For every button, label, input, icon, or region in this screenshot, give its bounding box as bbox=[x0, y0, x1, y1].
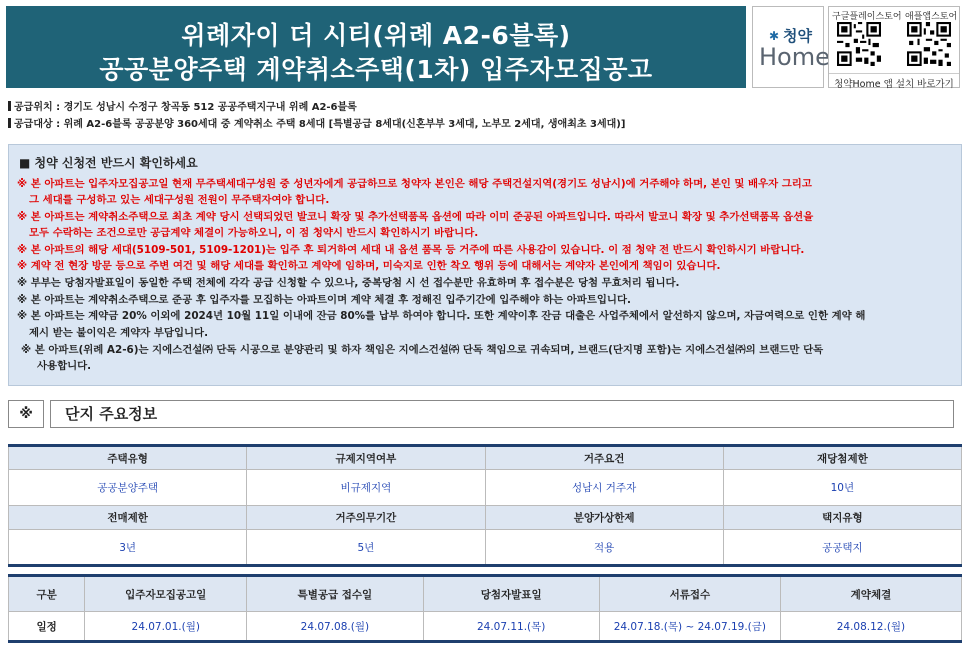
table-cell: 3년 bbox=[9, 530, 247, 566]
notice-line: ※ 계약 전 현장 방문 등으로 주변 여건 및 해당 세대를 확인하고 계약에 임하며, 미숙지로 인한 착오 행위 등에 대해서는 계약자 본인에게 책임이 있습니다. bbox=[17, 260, 721, 272]
bullet-bar-icon bbox=[8, 101, 11, 111]
table-header-cell: 택지유형 bbox=[723, 506, 961, 530]
section-title: 단지 주요정보 bbox=[50, 400, 954, 428]
supply-location bbox=[8, 98, 357, 113]
table-header-row bbox=[9, 576, 962, 612]
notice-line: 사용합니다. bbox=[37, 360, 92, 372]
table-cell: 적용 bbox=[485, 530, 723, 566]
notice-line: ※ 본 아파트는 계약취소주택으로 최초 계약 당시 선택되었던 발코니 확장 및 추가선택품목 옵션에 따라 이미 준공된 아파트입니다. 따라서 발코니 확장 및 추가선택품목 옵션을 bbox=[17, 211, 814, 223]
app-download-box bbox=[828, 6, 960, 88]
table-header-cell: 거주요건 bbox=[485, 446, 723, 470]
table-cell: 비규제지역 bbox=[247, 470, 485, 506]
table-header-cell: 입주자모집공고일 bbox=[85, 576, 247, 612]
notice-line: 제시 받는 불이익은 계약자 부담입니다. bbox=[29, 327, 209, 339]
table-header-cell: 전매제한 bbox=[9, 506, 247, 530]
logo-top-text: 청약 bbox=[783, 27, 812, 45]
table-cell: 24.07.08.(월) bbox=[247, 612, 423, 642]
notice-line: ※ 본 아파트는 계약취소주택으로 준공 후 입주자를 모집하는 아파트이며 계약 체결 후 정해진 입주기간에 입주해야 하는 아파트입니다. bbox=[17, 294, 631, 306]
logo-main-text: Home bbox=[759, 43, 830, 71]
table-header-cell: 주택유형 bbox=[9, 446, 247, 470]
notice-box bbox=[8, 144, 962, 386]
table-header-cell: 계약체결 bbox=[780, 576, 961, 612]
schedule-table bbox=[8, 574, 962, 643]
table-header-cell: 규제지역여부 bbox=[247, 446, 485, 470]
table-cell: 공공분양주택 bbox=[9, 470, 247, 506]
table-row bbox=[9, 530, 962, 566]
table-header-cell: 거주의무기간 bbox=[247, 506, 485, 530]
table-header-cell: 구분 bbox=[9, 576, 85, 612]
table-header-cell: 재당첨제한 bbox=[723, 446, 961, 470]
app-install-link[interactable]: 청약Home 앱 설치 바로가기 bbox=[829, 73, 959, 90]
table-header-cell: 분양가상한제 bbox=[485, 506, 723, 530]
title-banner bbox=[6, 6, 746, 88]
page-title-line1: 위례자이 더 시티(위례 A2-6블록) bbox=[181, 21, 571, 50]
page-title-line2: 공공분양주택 계약취소주택(1차) 입주자모집공고 bbox=[99, 55, 653, 84]
table-header-cell: 특별공급 접수일 bbox=[247, 576, 423, 612]
table-cell: 24.08.12.(월) bbox=[780, 612, 961, 642]
section-mark: ※ bbox=[8, 400, 44, 428]
complex-info-table bbox=[8, 444, 962, 567]
table-cell: 24.07.01.(월) bbox=[85, 612, 247, 642]
table-row bbox=[9, 470, 962, 506]
app-store-label: 애플앱스토어 bbox=[905, 12, 958, 22]
notice-line: ※ 부부는 당첨자발표일이 동일한 주택 전체에 각각 공급 신청할 수 있으나, 중복당첨 시 선 접수분만 유효하며 후 접수분은 당첨 무효처리 됩니다. bbox=[17, 277, 680, 289]
notice-line: ※ 본 아파트(위례 A2-6)는 지에스건설㈜ 단독 시공으로 분양관리 및 하자 책임은 지에스건설㈜ 단독 책임으로 귀속되며, 브랜드(단지명 포함)는 지에스건설㈜의 브랜드만 단독 bbox=[21, 344, 824, 356]
notice-line: ※ 본 아파트의 해당 세대(5109-501, 5109-1201)는 입주 후 퇴거하여 세대 내 옵션 품목 등 거주에 따른 사용감이 있습니다. 이 점 청약 전 반드시 확인하시기 바랍니다. bbox=[17, 244, 805, 256]
notice-line: 그 세대를 구성하고 있는 세대구성원 전원이 무주택자여야 합니다. bbox=[29, 194, 330, 206]
notice-line: ※ 본 아파트는 계약금 20% 이외에 2024년 10월 11일 이내에 잔금 80%를 납부 하여야 합니다. 또한 계약이후 잔금 대출은 사업주체에서 알선하지 않으며, 자금여력으로 인한 계약 해 bbox=[17, 310, 866, 322]
notice-line: ※ 본 아파트는 입주자모집공고일 현재 무주택세대구성원 중 성년자에게 공급하므로 청약자 본인은 해당 주택건설지역(경기도 성남시)에 거주해야 하며, 본인 및 배우자 그리고 bbox=[17, 178, 812, 190]
table-cell: 24.07.11.(목) bbox=[423, 612, 599, 642]
notice-title: ■ 청약 신청전 반드시 확인하세요 bbox=[19, 156, 198, 170]
table-row bbox=[9, 612, 962, 642]
table-row-label: 일정 bbox=[9, 612, 85, 642]
supply-target-text: 공급대상 : 위례 A2-6블록 공공분양 360세대 중 계약취소 주택 8세대 [특별공급 8세대(신혼부부 3세대, 노부모 2세대, 생애최초 3세대)] bbox=[14, 119, 626, 130]
table-header-cell: 서류접수 bbox=[599, 576, 780, 612]
supply-location-text: 공급위치 : 경기도 성남시 수정구 창곡동 512 공공주택지구내 위례 A2-6블록 bbox=[14, 102, 357, 113]
google-play-label: 구글플레이스토어 bbox=[832, 12, 902, 22]
star-icon: ✱ bbox=[769, 29, 780, 43]
table-cell: 10년 bbox=[723, 470, 961, 506]
table-header-row bbox=[9, 506, 962, 530]
google-play-qr-icon[interactable] bbox=[837, 22, 881, 66]
table-header-row bbox=[9, 446, 962, 470]
app-store-qr-icon[interactable] bbox=[907, 22, 951, 66]
cheongyak-home-logo[interactable] bbox=[752, 6, 830, 88]
table-cell: 5년 bbox=[247, 530, 485, 566]
table-cell: 24.07.18.(목) ~ 24.07.19.(금) bbox=[599, 612, 780, 642]
supply-target bbox=[8, 115, 625, 130]
bullet-bar-icon bbox=[8, 118, 11, 128]
table-cell: 성남시 거주자 bbox=[485, 470, 723, 506]
table-header-cell: 당첨자발표일 bbox=[423, 576, 599, 612]
notice-line: 모두 수락하는 조건으로만 공급계약 체결이 가능하오니, 이 점 청약시 반드시 확인하시기 바랍니다. bbox=[29, 227, 479, 239]
table-cell: 공공택지 bbox=[723, 530, 961, 566]
